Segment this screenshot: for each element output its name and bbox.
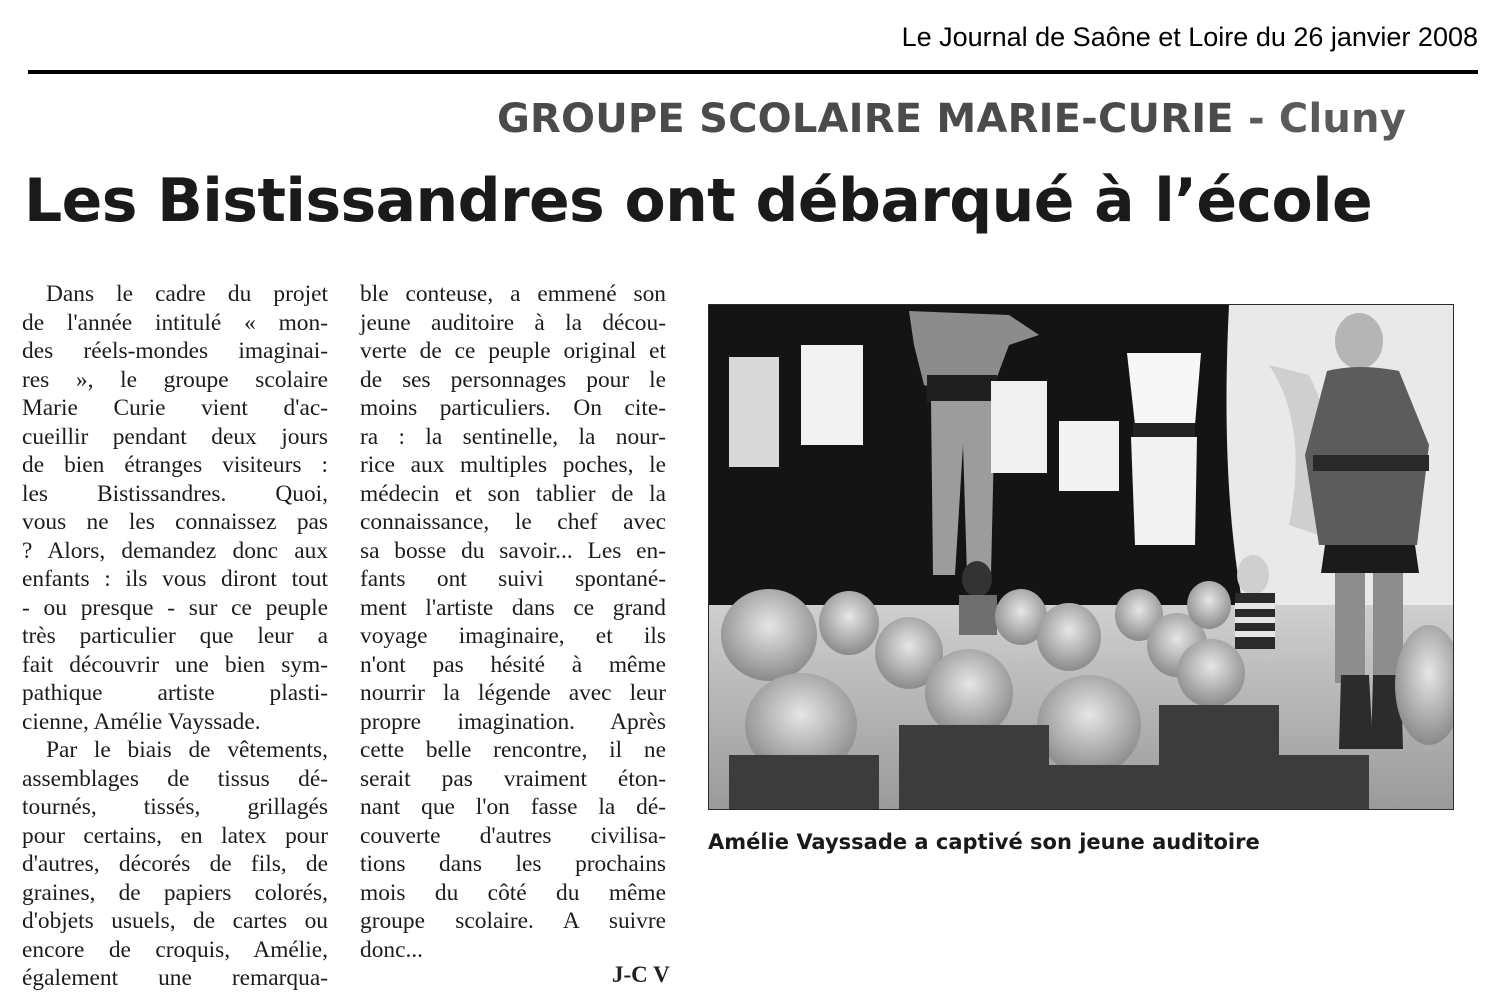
kicker-place: - Cluny	[1233, 96, 1406, 142]
section-kicker	[497, 96, 1406, 142]
kicker-school: GROUPE SCOLAIRE MARIE-CURIE	[496, 96, 1234, 142]
article-line: donc...	[360, 936, 424, 963]
photo-illustration	[709, 305, 1453, 809]
article-line: ment l'artiste dans ce grand	[360, 594, 666, 621]
article-line: jeune auditoire à la décou-	[360, 309, 666, 336]
article-line: de ses personnages pour le	[360, 366, 666, 393]
article-line: Marie Curie vient d'ac-	[22, 395, 328, 421]
article-line: ? Alors, demandez donc aux	[22, 537, 328, 564]
article-line: de l'année intitulé « mon-	[22, 309, 328, 336]
article-line: de bien étranges visiteurs :	[22, 452, 328, 478]
article-line: mois du côté du même	[360, 879, 666, 906]
article-line: vous ne les connaissez pas	[22, 509, 328, 535]
photo-caption: Amélie Vayssade a captivé son jeune auditoire	[708, 830, 1260, 854]
article-line: res », le groupe scolaire	[22, 366, 328, 393]
article-line: sa bosse du savoir... Les en-	[360, 537, 666, 564]
article-line: pathique artiste plasti-	[22, 680, 328, 706]
article-line: connaissance, le chef avec	[360, 509, 666, 535]
article-line: voyage imaginaire, et ils	[360, 623, 666, 649]
article-line: assemblages de tissus dé-	[22, 765, 328, 792]
article-line: fants ont suivi spontané-	[360, 566, 666, 592]
article-column-1	[22, 280, 328, 993]
article-line: des réels-mondes imaginai-	[22, 338, 328, 364]
source-line: Le Journal de Saône et Loire du 26 janvier 2008	[901, 22, 1478, 52]
article-line: rice aux multiples poches, le	[360, 452, 666, 478]
author-signature: J-C V	[612, 962, 670, 987]
article-line: verte de ce peuple original et	[360, 338, 666, 364]
article-line: n'ont pas hésité à même	[360, 651, 666, 678]
article-line: cienne, Amélie Vayssade.	[22, 708, 261, 735]
article-line: très particulier que leur a	[22, 623, 328, 649]
article-line: tions dans les prochains	[360, 851, 666, 877]
article-line: serait pas vraiment éton-	[360, 765, 666, 792]
article-line: Dans le cadre du projet	[46, 281, 328, 307]
article-line: fait découvrir une bien sym-	[22, 651, 328, 678]
article-line: ra : la sentinelle, la nour-	[360, 423, 666, 450]
headline: Les Bistissandres ont débarqué à l’école	[24, 166, 1373, 236]
article-line: encore de croquis, Amélie,	[22, 936, 328, 963]
article-photo	[708, 304, 1454, 810]
article-line: Par le biais de vêtements,	[46, 737, 328, 763]
article-line: enfants : ils vous diront tout	[22, 566, 328, 592]
article-line: médecin et son tablier de la	[360, 480, 666, 507]
article-line: également une remarqua-	[22, 965, 328, 991]
header-rule	[28, 70, 1478, 74]
article-line: cette belle rencontre, il ne	[360, 737, 666, 763]
article-line: ble conteuse, a emmené son	[360, 281, 666, 307]
article-line: propre imagination. Après	[360, 708, 666, 735]
article-line: groupe scolaire. A suivre	[360, 908, 666, 934]
article-line: cueillir pendant deux jours	[22, 423, 328, 450]
article-line: nourrir la légende avec leur	[360, 680, 666, 706]
article-line: d'objets usuels, de cartes ou	[22, 908, 328, 934]
article-line: tournés, tissés, grillagés	[22, 794, 328, 820]
article-column-2	[360, 280, 666, 964]
article-line: nant que l'on fasse la dé-	[360, 794, 666, 820]
article-line: d'autres, décorés de fils, de	[22, 851, 328, 877]
article-line: moins particuliers. On cite-	[360, 395, 666, 421]
article-line: pour certains, en latex pour	[22, 822, 328, 849]
article-line: - ou presque - sur ce peuple	[22, 594, 328, 621]
article-line: les Bistissandres. Quoi,	[22, 480, 328, 507]
article-line: couverte d'autres civilisa-	[360, 822, 666, 849]
article-line: graines, de papiers colorés,	[22, 879, 328, 906]
